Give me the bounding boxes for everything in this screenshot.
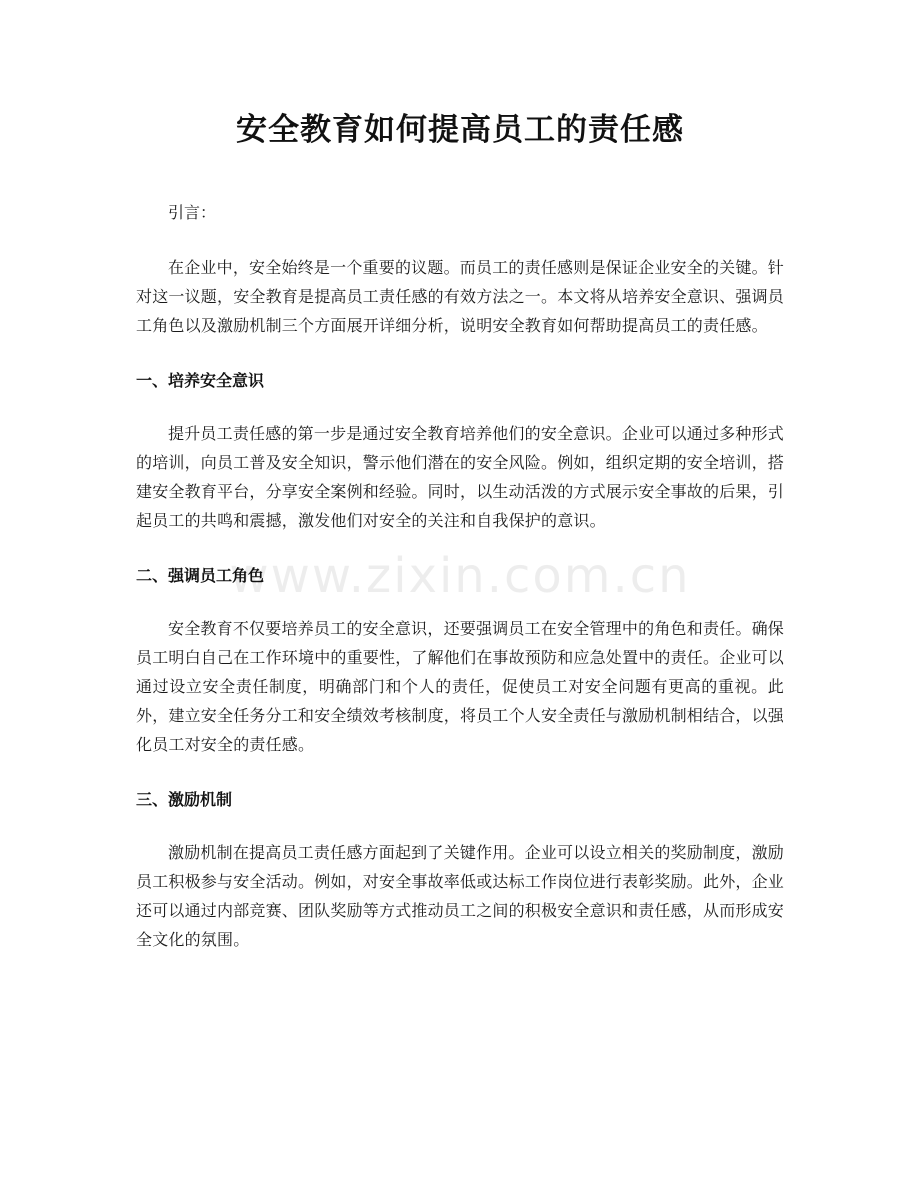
intro-label: 引言： <box>168 203 217 222</box>
section-paragraph-employee-role: 安全教育不仅要培养员工的安全意识，还要强调员工在安全管理中的角色和责任。确保员工明白自己在工作环境中的重要性，了解他们在事故预防和应急处置中的责任。企业可以通过设立安全责任制度，明确部门和个人的责任，促使员工对安全问题有更高的重视。此外，建立安全任务分工和安全绩效考核制度，将员工个人安全责任与激励机制相结合，以强化员工对安全的责任感。 <box>136 619 785 754</box>
section-paragraph-awareness: 提升员工责任感的第一步是通过安全教育培养他们的安全意识。企业可以通过多种形式的培训，向员工普及安全知识，警示他们潜在的安全风险。例如，组织定期的安全培训，搭建安全教育平台，分享安全案例和经验。同时，以生动活泼的方式展示安全事故的后果，引起员工的共鸣和震撼，激发他们对安全的关注和自我保护的意识。 <box>136 424 785 530</box>
document-title: 安全教育如何提高员工的责任感 <box>236 112 684 148</box>
watermark: www.zixin.com.cn <box>229 548 691 604</box>
section-heading-employee-role: 二、强调员工角色 <box>136 566 265 585</box>
section-heading-awareness: 一、培养安全意识 <box>136 371 265 390</box>
section-paragraph-incentives: 激励机制在提高员工责任感方面起到了关键作用。企业可以设立相关的奖励制度，激励员工积极参与安全活动。例如，对安全事故率低或达标工作岗位进行表彰奖励。此外，企业还可以通过内部竞赛、团队奖励等方式推动员工之间的积极安全意识和责任感，从而形成安全文化的氛围。 <box>136 843 785 949</box>
section-heading-incentives: 三、激励机制 <box>136 790 233 809</box>
intro-paragraph: 在企业中，安全始终是一个重要的议题。而员工的责任感则是保证企业安全的关键。针对这一议题，安全教育是提高员工责任感的有效方法之一。本文将从培养安全意识、强调员工角色以及激励机制三个方面展开详细分析，说明安全教育如何帮助提高员工的责任感。 <box>136 258 785 335</box>
